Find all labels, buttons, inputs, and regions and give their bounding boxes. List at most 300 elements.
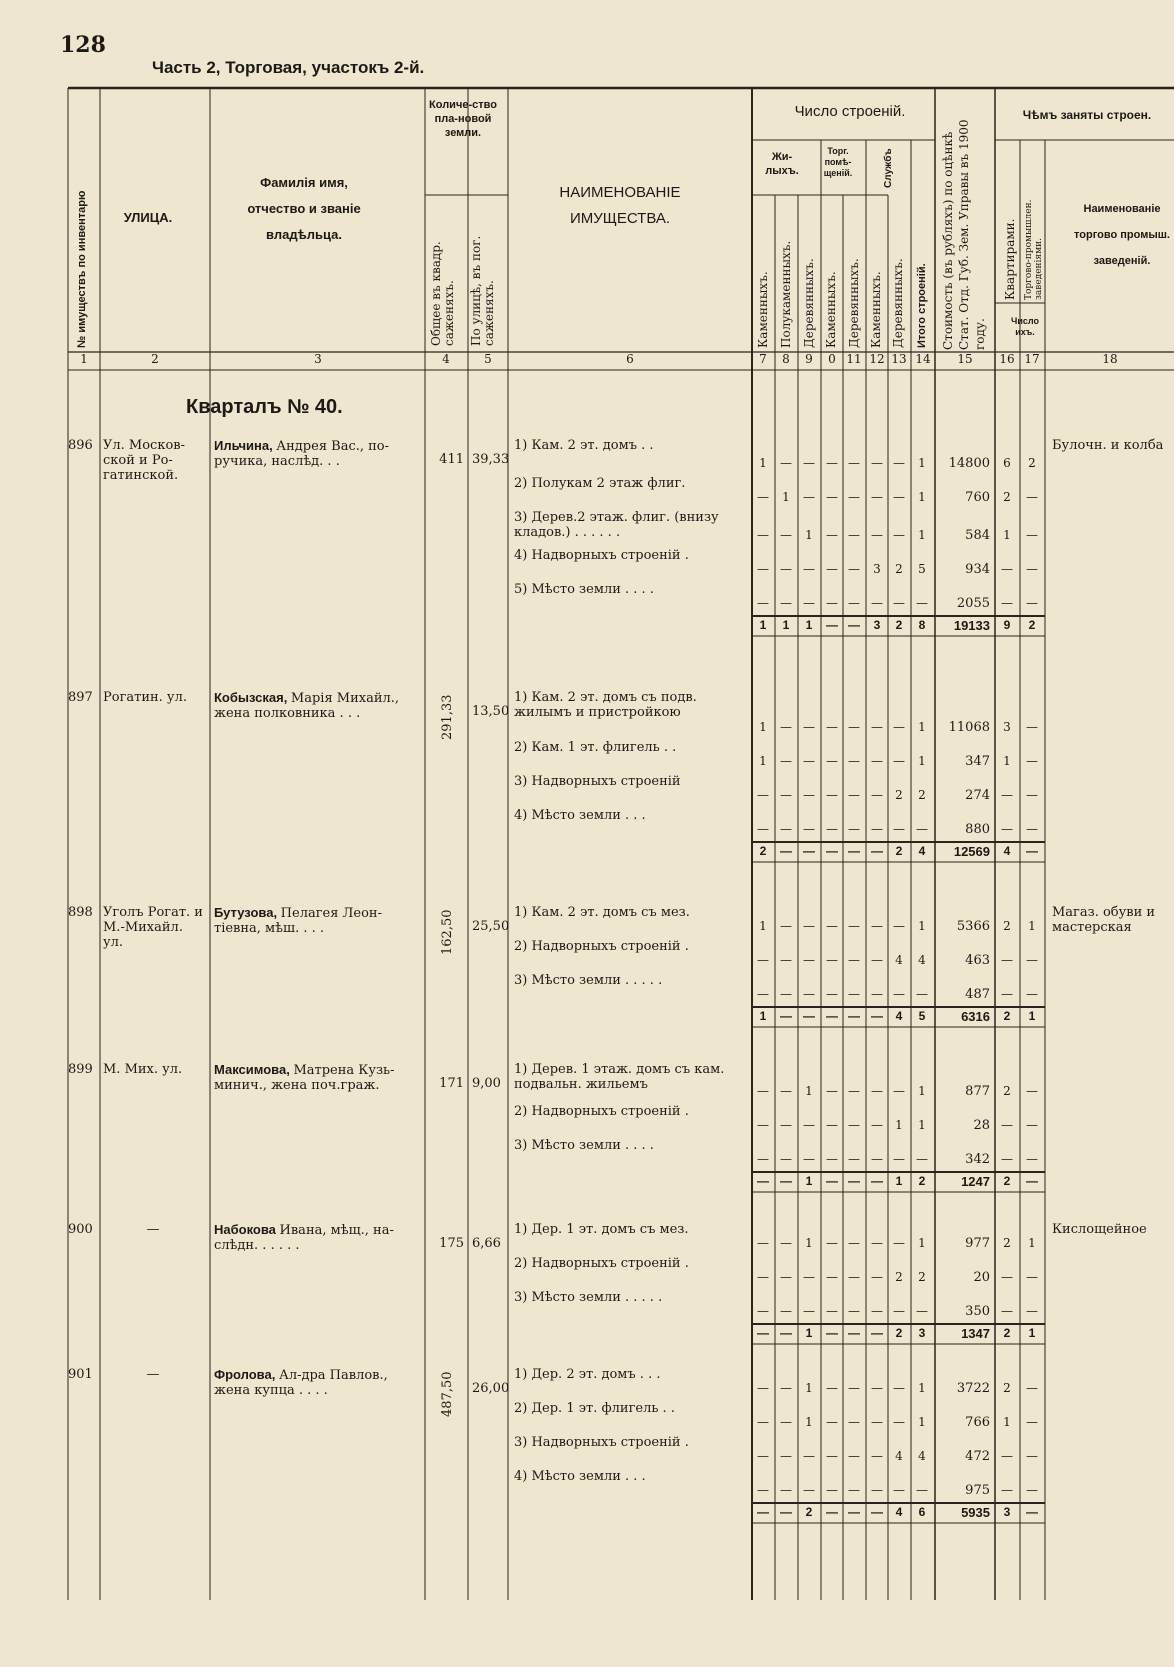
total-trade-est: 1 <box>1028 1009 1036 1023</box>
total-building-count: — <box>848 1174 860 1188</box>
property-value: 28 <box>973 1118 990 1133</box>
building-count: — <box>848 1381 860 1395</box>
total-apartments: 4 <box>1003 844 1011 858</box>
apartments-count: — <box>1001 788 1013 802</box>
total-trade-est: 2 <box>1028 618 1036 632</box>
building-count: 2 <box>895 1270 903 1284</box>
building-count: — <box>757 562 769 576</box>
property-value: 975 <box>965 1483 990 1498</box>
building-count: — <box>826 953 838 967</box>
property-value: 274 <box>965 788 990 803</box>
apartments-count: — <box>1001 596 1013 610</box>
building-count: 1 <box>918 720 926 734</box>
property-item: 2) Кам. 1 эт. флигель . . <box>514 740 677 755</box>
apartments-count: — <box>1001 562 1013 576</box>
owner-name <box>214 1367 422 1398</box>
building-count: — <box>803 953 815 967</box>
inventory-number: 896 <box>68 438 93 453</box>
apartments-count: — <box>1001 987 1013 1001</box>
land-total: 175 <box>439 1236 464 1251</box>
building-count: — <box>848 953 860 967</box>
building-count: — <box>780 919 792 933</box>
building-count: — <box>848 1270 860 1284</box>
building-count: — <box>780 562 792 576</box>
total-building-count: — <box>826 1326 838 1340</box>
building-count: 4 <box>918 1449 926 1463</box>
building-count: — <box>757 788 769 802</box>
building-count: — <box>803 1270 815 1284</box>
building-count: — <box>871 1236 883 1250</box>
building-count: 1 <box>782 490 790 504</box>
column-number: 18 <box>1102 352 1118 366</box>
building-count: 1 <box>759 720 767 734</box>
column-number: 5 <box>484 352 492 366</box>
building-count: — <box>826 754 838 768</box>
building-count: — <box>871 490 883 504</box>
building-count: — <box>803 1118 815 1132</box>
inventory-number: 901 <box>68 1367 93 1382</box>
total-building-count: — <box>780 844 792 858</box>
trade-est-count: — <box>1026 720 1038 734</box>
trade-est-count: — <box>1026 1084 1038 1098</box>
column-number: 4 <box>442 352 450 366</box>
building-count: — <box>803 490 815 504</box>
property-item: 3) Надворныхъ строеній <box>514 774 681 789</box>
building-count: — <box>893 1084 905 1098</box>
building-count: 4 <box>895 1449 903 1463</box>
building-count: — <box>871 456 883 470</box>
total-apartments: 2 <box>1003 1174 1011 1188</box>
trade-est-count: — <box>1026 562 1038 576</box>
building-count: — <box>893 596 905 610</box>
trade-est-count: — <box>1026 1449 1038 1463</box>
building-count: — <box>848 754 860 768</box>
building-count: 1 <box>918 1236 926 1250</box>
total-trade-est: — <box>1026 1505 1038 1519</box>
building-count: — <box>871 1449 883 1463</box>
building-count: — <box>826 490 838 504</box>
total-trade-est: — <box>1026 1174 1038 1188</box>
owner-details: Андрея Вас., по-ручика, наслѣд. . . <box>214 439 390 469</box>
building-count: — <box>871 1304 883 1318</box>
building-count: — <box>871 1118 883 1132</box>
property-value: 350 <box>965 1304 990 1319</box>
apartments-count: 3 <box>1003 720 1011 734</box>
building-count: — <box>757 1483 769 1497</box>
building-count: — <box>871 1270 883 1284</box>
building-count: — <box>757 1236 769 1250</box>
trade-name: Магаз. обуви и мастерская <box>1052 905 1156 935</box>
property-item: 2) Дер. 1 эт. флигель . . <box>514 1401 675 1416</box>
total-building-count: 2 <box>895 1326 903 1340</box>
total-building-count: 4 <box>895 1009 903 1023</box>
building-count: — <box>893 528 905 542</box>
trade-est-count: — <box>1026 1118 1038 1132</box>
total-building-count: — <box>848 618 860 632</box>
property-item: 4) Мѣсто земли . . . <box>514 1469 646 1484</box>
building-count: 2 <box>918 1270 926 1284</box>
header-property: НАИМЕНОВАНІЕ ИМУЩЕСТВА. <box>559 184 681 227</box>
building-count: — <box>826 1483 838 1497</box>
building-count: 1 <box>805 1381 813 1395</box>
trade-est-count: 1 <box>1028 919 1036 933</box>
property-value: 934 <box>965 562 990 577</box>
building-count: 1 <box>918 919 926 933</box>
building-count: — <box>780 788 792 802</box>
apartments-count: — <box>1001 822 1013 836</box>
building-count: — <box>780 1381 792 1395</box>
apartments-count: 2 <box>1003 1084 1011 1098</box>
building-count: — <box>757 528 769 542</box>
street-name: Рогатин. ул. <box>103 690 187 705</box>
building-count: — <box>871 919 883 933</box>
total-building-count: — <box>803 844 815 858</box>
inventory-number: 900 <box>68 1222 93 1237</box>
land-total: 411 <box>439 452 464 467</box>
land-street: 25,50 <box>472 919 510 934</box>
total-building-count: 1 <box>805 1174 813 1188</box>
building-count: 1 <box>918 456 926 470</box>
column-number: 9 <box>805 352 813 366</box>
building-count: — <box>916 987 928 1001</box>
building-count: 1 <box>759 754 767 768</box>
trade-est-count: — <box>1026 822 1038 836</box>
apartments-count: 2 <box>1003 490 1011 504</box>
building-count: 5 <box>918 562 926 576</box>
header-stone-res: Каменныхъ. <box>756 271 770 348</box>
total-building-count: — <box>757 1505 769 1519</box>
property-item: 1) Дерев. 1 этаж. домъ съ кам. подвальн. жильемъ <box>514 1062 725 1092</box>
total-building-count: 2 <box>895 844 903 858</box>
total-building-count: 6 <box>918 1505 926 1519</box>
property-item: 2) Надворныхъ строеній . <box>514 939 689 954</box>
building-count: — <box>871 1152 883 1166</box>
building-count: — <box>893 1381 905 1395</box>
property-value: 760 <box>965 490 990 505</box>
building-count: — <box>826 1084 838 1098</box>
quarter-title: Кварталъ № 40. <box>186 396 343 418</box>
building-count: — <box>757 1449 769 1463</box>
property-item: 1) Кам. 2 эт. домъ . . <box>514 438 654 453</box>
building-count: — <box>871 754 883 768</box>
building-count: — <box>780 822 792 836</box>
inventory-number: 899 <box>68 1062 93 1077</box>
building-count: — <box>893 1152 905 1166</box>
building-count: — <box>893 1483 905 1497</box>
building-count: — <box>893 456 905 470</box>
building-count: 1 <box>918 1084 926 1098</box>
street-name: Уголъ Рогат. и М.-Михайл. ул. <box>103 905 203 950</box>
apartments-count: — <box>1001 1304 1013 1318</box>
property-item: 1) Дер. 2 эт. домъ . . . <box>514 1367 661 1382</box>
building-count: 2 <box>918 788 926 802</box>
apartments-count: 2 <box>1003 919 1011 933</box>
building-count: — <box>780 1415 792 1429</box>
column-number: 6 <box>626 352 634 366</box>
building-count: — <box>757 1152 769 1166</box>
building-count: 1 <box>805 1236 813 1250</box>
column-number: 2 <box>151 352 159 366</box>
owner-surname: Кобызская, <box>214 690 291 705</box>
building-count: — <box>780 1304 792 1318</box>
total-building-count: 1 <box>759 1009 767 1023</box>
building-count: — <box>757 1118 769 1132</box>
building-count: 1 <box>918 528 926 542</box>
property-item: 1) Кам. 2 эт. домъ съ подв. жилымъ и пристройкою <box>514 690 697 720</box>
property-value: 472 <box>965 1449 990 1464</box>
building-count: — <box>871 953 883 967</box>
total-building-count: — <box>780 1009 792 1023</box>
building-count: — <box>826 1152 838 1166</box>
property-item: 3) Дерев.2 этаж. флиг. (внизу кладов.) . . . . . . <box>514 510 719 540</box>
street-name: М. Мих. ул. <box>103 1062 183 1077</box>
building-count: — <box>871 1415 883 1429</box>
building-count: — <box>826 456 838 470</box>
building-count: 1 <box>759 456 767 470</box>
building-count: — <box>780 1449 792 1463</box>
page-number: 128 <box>60 32 106 58</box>
building-count: — <box>826 1381 838 1395</box>
trade-est-count: — <box>1026 1415 1038 1429</box>
total-building-count: 2 <box>759 844 767 858</box>
building-count: — <box>803 1304 815 1318</box>
building-count: — <box>826 720 838 734</box>
column-number: 15 <box>957 352 973 366</box>
header-occupied: Чѣмъ заняты строен. <box>1022 108 1152 122</box>
header-land-street: По улицѣ, въ пог. саженяхъ. <box>469 235 496 346</box>
total-trade-est: 1 <box>1028 1326 1036 1340</box>
building-count: 1 <box>759 919 767 933</box>
total-building-count: 2 <box>805 1505 813 1519</box>
building-count: — <box>848 1236 860 1250</box>
street-name: — <box>146 1222 160 1237</box>
property-value: 20 <box>973 1270 990 1285</box>
building-count: — <box>826 1304 838 1318</box>
building-count: — <box>803 456 815 470</box>
total-building-count: 5 <box>918 1009 926 1023</box>
building-count: — <box>826 528 838 542</box>
inventory-number: 898 <box>68 905 93 920</box>
building-count: — <box>848 1483 860 1497</box>
building-count: — <box>780 1236 792 1250</box>
building-count: — <box>826 1415 838 1429</box>
building-count: — <box>848 788 860 802</box>
header-apartments: Квартирами. <box>1003 218 1017 300</box>
total-building-count: 4 <box>895 1505 903 1519</box>
building-count: — <box>803 987 815 1001</box>
building-count: 1 <box>918 1415 926 1429</box>
column-number: 16 <box>999 352 1015 366</box>
building-count: — <box>780 987 792 1001</box>
land-total: 162,50 <box>440 909 455 955</box>
apartments-count: — <box>1001 1270 1013 1284</box>
building-count: — <box>871 596 883 610</box>
land-street: 39,33 <box>472 452 510 467</box>
total-apartments: 3 <box>1003 1505 1011 1519</box>
building-count: — <box>871 1381 883 1395</box>
total-building-count: — <box>826 844 838 858</box>
total-building-count: — <box>826 1174 838 1188</box>
property-item: 1) Кам. 2 эт. домъ съ мез. <box>514 905 690 920</box>
owner-surname: Бутузова, <box>214 905 281 920</box>
property-item: 4) Надворныхъ строеній . <box>514 548 689 563</box>
owner-surname: Набокова <box>214 1222 280 1237</box>
trade-est-count: — <box>1026 596 1038 610</box>
building-count: 2 <box>895 562 903 576</box>
property-item: 2) Надворныхъ строеній . <box>514 1256 689 1271</box>
land-street: 13,50 <box>472 704 510 719</box>
total-building-count: — <box>826 618 838 632</box>
building-count: — <box>803 1152 815 1166</box>
inventory-number: 897 <box>68 690 93 705</box>
property-item: 3) Надворныхъ строеній . <box>514 1435 689 1450</box>
building-count: — <box>780 456 792 470</box>
building-count: — <box>757 987 769 1001</box>
building-count: — <box>757 953 769 967</box>
property-value: 463 <box>965 953 990 968</box>
column-number: 13 <box>891 352 907 366</box>
street-name: — <box>146 1367 160 1382</box>
building-count: — <box>848 919 860 933</box>
trade-est-count: 1 <box>1028 1236 1036 1250</box>
building-count: 1 <box>918 1118 926 1132</box>
building-count: — <box>757 1304 769 1318</box>
property-value: 880 <box>965 822 990 837</box>
building-count: 2 <box>895 788 903 802</box>
building-count: — <box>803 720 815 734</box>
header-wood-res: Деревянныхъ. <box>802 258 816 348</box>
building-count: — <box>916 1152 928 1166</box>
property-value: 877 <box>965 1084 990 1099</box>
column-number: 11 <box>846 352 862 366</box>
property-value: 2055 <box>956 596 990 611</box>
building-count: — <box>803 919 815 933</box>
total-building-count: — <box>871 1505 883 1519</box>
total-building-count: — <box>826 1505 838 1519</box>
building-count: — <box>893 720 905 734</box>
building-count: — <box>893 754 905 768</box>
property-item: 2) Надворныхъ строеній . <box>514 1104 689 1119</box>
building-count: — <box>893 490 905 504</box>
owner-surname: Фролова, <box>214 1367 279 1382</box>
building-count: — <box>780 720 792 734</box>
trade-est-count: — <box>1026 1381 1038 1395</box>
building-count: — <box>848 1304 860 1318</box>
column-number: 14 <box>915 352 931 366</box>
building-count: — <box>848 490 860 504</box>
building-count: — <box>757 1270 769 1284</box>
trade-name: Кислощейное <box>1052 1222 1147 1237</box>
apartments-count: — <box>1001 1449 1013 1463</box>
column-number: 0 <box>828 352 836 366</box>
building-count: — <box>848 1415 860 1429</box>
property-item: 3) Мѣсто земли . . . . . <box>514 973 663 988</box>
property-item: 2) Полукам 2 этаж флиг. <box>514 476 686 491</box>
total-building-count: 1 <box>805 1326 813 1340</box>
building-count: — <box>780 528 792 542</box>
building-count: — <box>893 1304 905 1318</box>
building-count: — <box>826 562 838 576</box>
building-count: — <box>916 596 928 610</box>
total-building-count: 8 <box>918 618 926 632</box>
total-building-count: — <box>848 1326 860 1340</box>
building-count: — <box>780 953 792 967</box>
building-count: — <box>916 822 928 836</box>
property-value: 11068 <box>948 720 990 735</box>
building-count: — <box>848 1084 860 1098</box>
trade-est-count: — <box>1026 1270 1038 1284</box>
property-item: 3) Мѣсто земли . . . . <box>514 1138 654 1153</box>
building-count: — <box>893 1415 905 1429</box>
building-count: — <box>871 1084 883 1098</box>
total-apartments: 9 <box>1003 618 1011 632</box>
building-count: 1 <box>918 1381 926 1395</box>
building-count: 1 <box>918 754 926 768</box>
building-count: — <box>780 596 792 610</box>
building-count: 4 <box>895 953 903 967</box>
total-building-count: — <box>757 1174 769 1188</box>
property-item: 3) Мѣсто земли . . . . . <box>514 1290 663 1305</box>
apartments-count: — <box>1001 953 1013 967</box>
building-count: — <box>826 1118 838 1132</box>
header-services: Службъ <box>883 148 894 188</box>
building-count: — <box>757 1084 769 1098</box>
trade-est-count: — <box>1026 987 1038 1001</box>
column-number: 3 <box>314 352 322 366</box>
building-count: — <box>871 720 883 734</box>
building-count: 1 <box>805 1415 813 1429</box>
building-count: — <box>826 987 838 1001</box>
apartments-count: 6 <box>1003 456 1011 470</box>
building-count: — <box>871 528 883 542</box>
building-count: — <box>848 1152 860 1166</box>
total-building-count: 3 <box>918 1326 926 1340</box>
total-building-count: — <box>848 844 860 858</box>
building-count: — <box>826 788 838 802</box>
building-count: — <box>848 1118 860 1132</box>
building-count: — <box>916 1483 928 1497</box>
building-count: — <box>780 1084 792 1098</box>
property-value: 3722 <box>956 1381 990 1396</box>
total-building-count: — <box>848 1505 860 1519</box>
apartments-count: 1 <box>1003 528 1011 542</box>
total-apartments: 2 <box>1003 1326 1011 1340</box>
building-count: — <box>871 788 883 802</box>
header-owner: Фамилія имя, отчество и званіе владѣльца. <box>247 175 361 242</box>
building-count: — <box>848 562 860 576</box>
street-name: Ул. Москов-ской и Ро-гатинской. <box>103 438 185 483</box>
apartments-count: — <box>1001 1483 1013 1497</box>
land-street: 26,00 <box>472 1381 510 1396</box>
building-count: 3 <box>873 562 881 576</box>
building-count: — <box>848 456 860 470</box>
building-count: — <box>848 596 860 610</box>
property-item: 4) Мѣсто земли . . . <box>514 808 646 823</box>
owner-details: Ал-дра Павлов., жена купца . . . . <box>214 1368 388 1398</box>
building-count: — <box>826 1270 838 1284</box>
property-value: 977 <box>965 1236 990 1251</box>
column-number: 7 <box>759 352 767 366</box>
apartments-count: — <box>1001 1118 1013 1132</box>
header-land-total: Общее въ квадр. саженяхъ. <box>429 241 456 346</box>
building-count: — <box>893 1236 905 1250</box>
owner-details: Марія Михайл., жена полковника . . . <box>214 691 400 721</box>
building-count: — <box>803 596 815 610</box>
property-item: 1) Дер. 1 эт. домъ съ мез. <box>514 1222 689 1237</box>
column-number: 1 <box>80 352 88 366</box>
building-count: — <box>780 1483 792 1497</box>
trade-est-count: — <box>1026 1304 1038 1318</box>
